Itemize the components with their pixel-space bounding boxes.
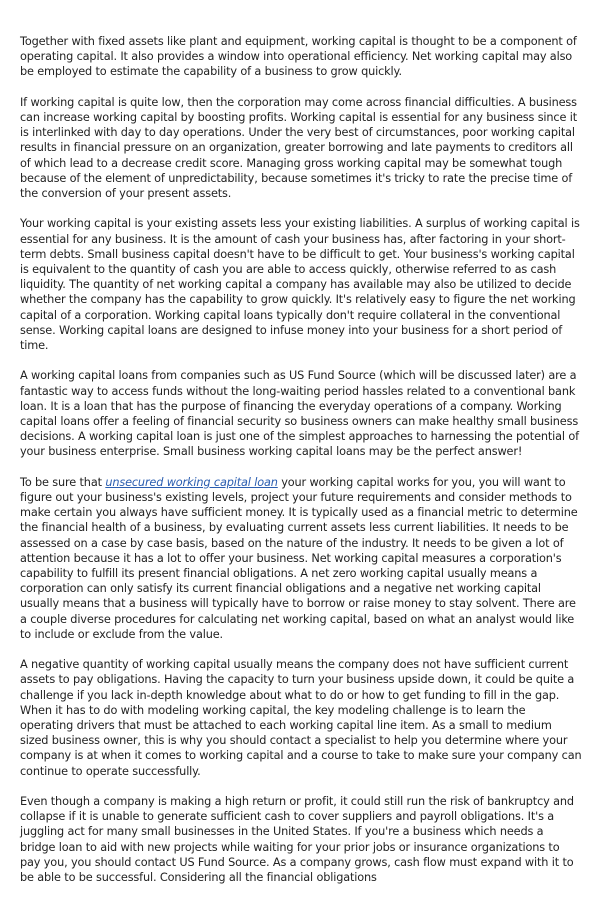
- paragraph-5: [20, 475, 582, 642]
- paragraph-1: Together with fixed assets like plant and equipment, working capital is thought to be a component of operating capital. It also provides a window into operational efficiency. Net working capital may also be employed to estimate the capability of a business to grow quickly.: [20, 35, 577, 79]
- paragraph-6: A negative quantity of working capital usually means the company does not have sufficient current assets to pay obligations. Having the capacity to turn your business upside down, it could be quite a challenge if you lack in-depth knowledge about what to do or how to get funding to fill in the gap. When it has to do with modeling working capital, the key modeling challenge is to learn the operating drivers that must be attached to each working capital line item. As a small to medium sized business owner, this is why you should contact a specialist to help you determine where your company is at when it comes to working capital and a course to take to make sure your company can continue to operate successfully.: [20, 658, 582, 778]
- unsecured-working-capital-loan-link[interactable]: unsecured working capital loan: [105, 475, 278, 489]
- paragraph-4: A working capital loans from companies such as US Fund Source (which will be discussed later) are a fantastic way to access funds without the long-waiting period hassles related to a conventional bank loan. It is a loan that has the purpose of financing the everyday operations of a company. Working capital loans offer a feeling of financial security so business owners can make healthy small business decisions. A working capital loan is just one of the simplest approaches to harnessing the potential of your business enterprise. Small business working capital loans may be the perfect answer!: [20, 369, 579, 459]
- paragraph-5-rest: your working capital works for you, you will want to figure out your business's existing levels, project your future requirements and consider methods to make certain you always have sufficient money. It is typically used as a financial metric to determine the financial health of a business, by evaluating current assets less current liabilities. It needs to be assessed on a case by case basis, based on the nature of the industry. It needs to be given a lot of attention because it has a lot to offer your business. Net working capital measures a corporation's capability to fulfill its present financial obligations. A net zero working capital usually means a corporation can only satisfy its current financial obligations and a negative net working capital usually means that a business will typically have to borrow or raise money to stay solvent. There are a couple diverse procedures for calculating net working capital, based on what an analyst would like to include or exclude from the value.: [20, 475, 578, 641]
- paragraph-5-lead: To be sure that: [20, 475, 106, 489]
- paragraph-3: Your working capital is your existing assets less your existing liabilities. A surplus of working capital is essential for any business. It is the amount of cash your business has, after factoring in your short-term debts. Small business capital doesn't have to be difficult to get. Your business's working capital is equivalent to the quantity of cash you are able to access quickly, otherwise referred to as cash liquidity. The quantity of net working capital a company has available may also be utilized to decide whether the company has the capability to grow quickly. It's relatively easy to figure the net working capital of a corporation. Working capital loans typically don't require collateral in the conventional sense. Working capital loans are designed to infuse money into your business for a short period of time.: [20, 217, 580, 353]
- paragraph-2: If working capital is quite low, then the corporation may come across financial difficulties. A business can increase working capital by boosting profits. Working capital is essential for any business since it is interlinked with day to day operations. Under the very best of circumstances, poor working capital results in financial pressure on an organization, greater borrowing and late payments to creditors all of which lead to a decrease credit score. Managing gross working capital may be somewhat tough because of the element of unpredictability, because sometimes it's tricky to rate the precise time of the conversion of your present assets.: [20, 95, 577, 201]
- document-page: [20, 34, 582, 900]
- paragraph-7: Even though a company is making a high return or profit, it could still run the risk of bankruptcy and collapse if it is unable to generate sufficient cash to cover suppliers and payroll obligations. It's a juggling act for many small businesses in the United States. If you're a business which needs a bridge loan to aid with new projects while waiting for your prior jobs or insurance organizations to pay you, you should contact US Fund Source. As a company grows, cash flow must expand with it to be able to be successful. Considering all the financial obligations: [20, 795, 574, 885]
